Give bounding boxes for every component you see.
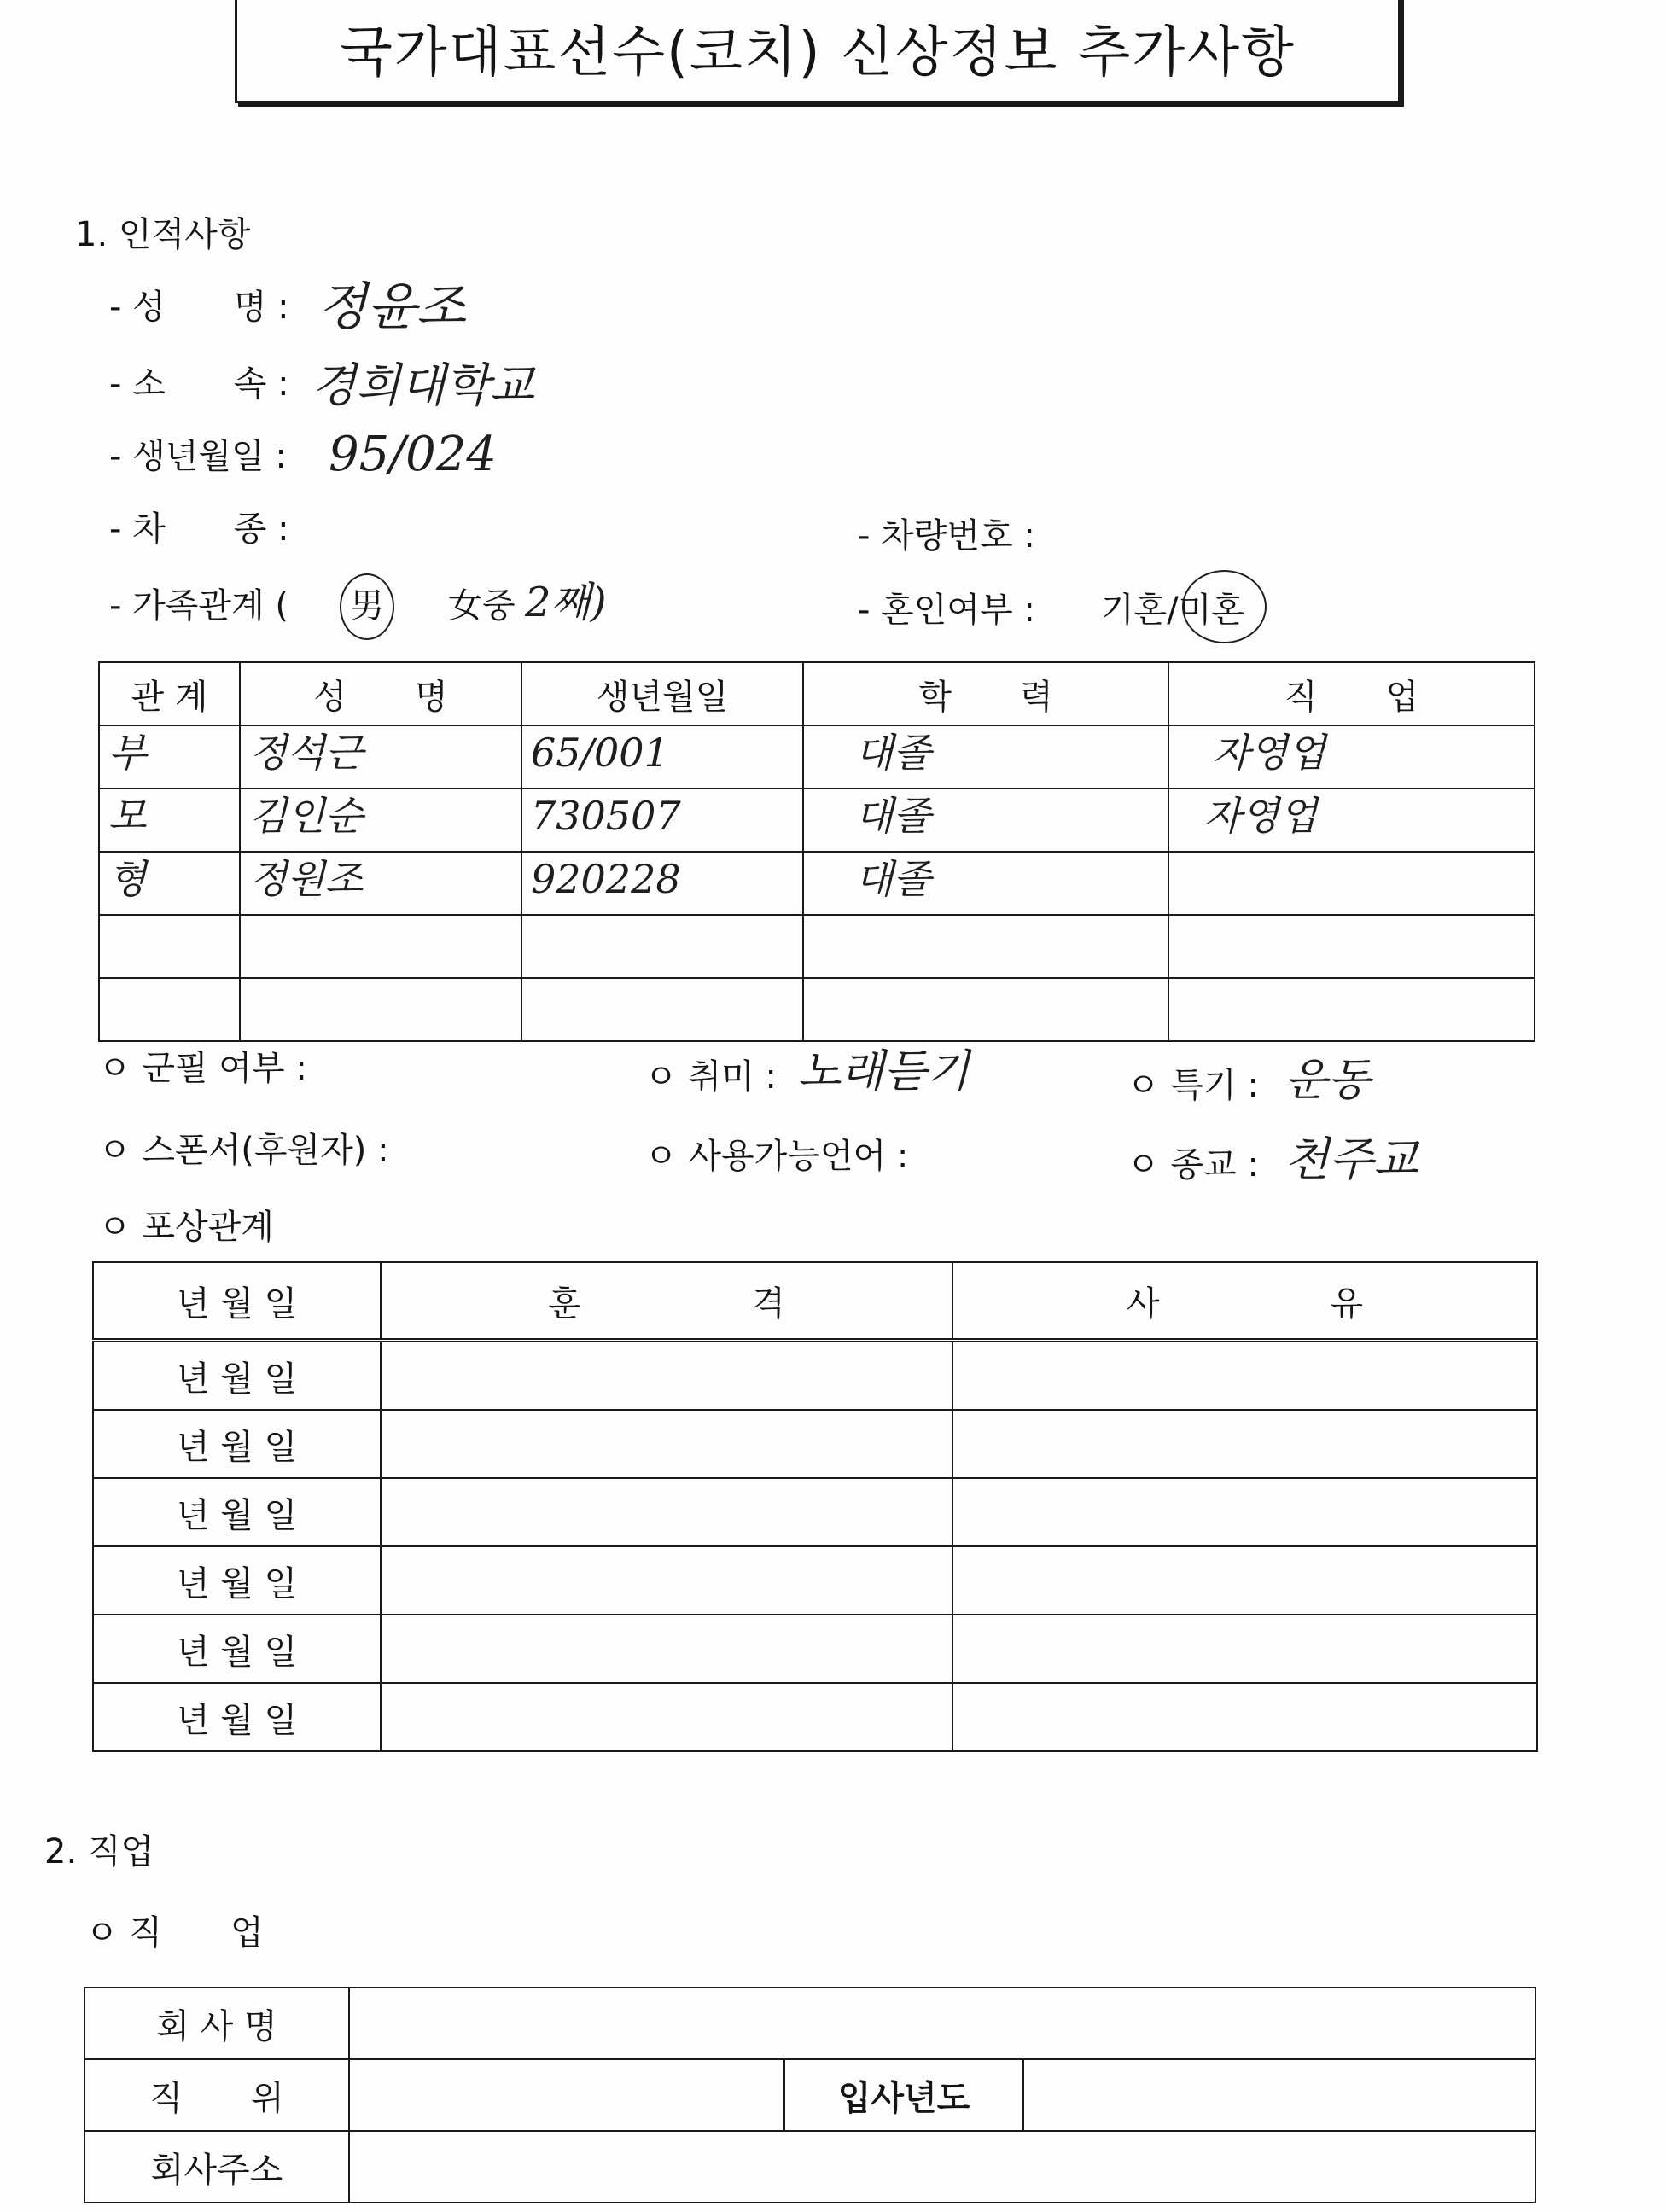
family-header-relation: 관 계 <box>99 662 240 725</box>
family-cell <box>240 852 521 915</box>
sponsor-label: ㅇ 스폰서(후원자) : <box>98 1131 389 1170</box>
family-header-occupation: 직 업 <box>1168 662 1535 725</box>
company-address-value <box>349 2131 1535 2203</box>
religion-label: ㅇ 종교 : <box>1127 1145 1259 1185</box>
family-cell <box>1168 789 1535 852</box>
family-cell <box>240 725 521 789</box>
family-row <box>99 789 1535 852</box>
awards-decoration-cell <box>381 1615 952 1683</box>
religion-value: 천주교 <box>1284 1132 1418 1186</box>
awards-decoration-cell <box>381 1546 952 1615</box>
awards-row <box>93 1683 1537 1751</box>
position-label: 직 위 <box>84 2059 349 2131</box>
family-table <box>98 661 1535 1042</box>
family-cell <box>99 789 240 852</box>
family-cell <box>240 789 521 852</box>
awards-reason-cell <box>952 1478 1537 1546</box>
name-label: - 성 명 : <box>109 288 289 327</box>
family-female-mid: 女중 <box>448 586 516 626</box>
birth-label: - 생년월일 : <box>109 437 287 476</box>
family-cell <box>99 915 240 978</box>
position-value <box>349 2059 784 2131</box>
family-row <box>99 852 1535 915</box>
marriage-value: 기혼/미혼 <box>1101 591 1245 630</box>
awards-date-cell: 년 월 일 <box>93 1341 381 1411</box>
awards-decoration-cell <box>381 1478 952 1546</box>
family-relation: 형 <box>108 856 147 902</box>
awards-decoration-cell <box>381 1410 952 1478</box>
awards-heading: ㅇ 포상관계 <box>98 1208 274 1247</box>
languages-label: ㅇ 사용가능언어 : <box>644 1137 909 1176</box>
awards-reason-cell <box>952 1341 1537 1411</box>
join-year-value <box>1023 2059 1535 2131</box>
marriage-label: - 혼인여부 : <box>858 591 1035 630</box>
family-male: 男 <box>350 586 384 626</box>
family-cell <box>521 915 803 978</box>
family-header-birth: 생년월일 <box>521 662 803 725</box>
family-education: 대졸 <box>855 856 931 902</box>
male-circle-mark <box>340 573 394 640</box>
section2-heading: 2. 직업 <box>44 1832 154 1871</box>
family-name: 김인순 <box>249 793 364 839</box>
join-year-label: 입사년도 <box>784 2059 1023 2131</box>
family-cell <box>1168 852 1535 915</box>
family-cell <box>1168 978 1535 1041</box>
awards-reason-cell <box>952 1615 1537 1683</box>
family-label: - 가족관계 ( <box>109 586 289 626</box>
family-occupation: 자영업 <box>1212 730 1326 776</box>
family-cell <box>803 725 1168 789</box>
awards-decoration-cell <box>381 1683 952 1751</box>
awards-row <box>93 1341 1537 1411</box>
family-cell <box>1168 725 1535 789</box>
family-cell <box>521 725 803 789</box>
family-row <box>99 978 1535 1041</box>
document-title-box <box>235 0 1401 103</box>
awards-reason-cell <box>952 1683 1537 1751</box>
company-address-label: 회사주소 <box>84 2131 349 2203</box>
family-row <box>99 725 1535 789</box>
job-table <box>84 1987 1536 2203</box>
name-value: 정윤조 <box>317 277 466 337</box>
military-label: ㅇ 군필 여부 : <box>98 1049 307 1088</box>
family-birth: 65/001 <box>531 730 669 776</box>
awards-row <box>93 1478 1537 1546</box>
family-header-name: 성 명 <box>240 662 521 725</box>
awards-header-reason: 사 유 <box>952 1262 1537 1341</box>
awards-date-cell: 년 월 일 <box>93 1683 381 1751</box>
family-cell <box>1168 915 1535 978</box>
awards-header-date: 년 월 일 <box>93 1262 381 1341</box>
family-cell <box>99 852 240 915</box>
family-cell <box>99 725 240 789</box>
company-name-label: 회 사 명 <box>84 1988 349 2059</box>
unmarried-circle-mark <box>1182 570 1267 643</box>
company-name-value <box>349 1988 1535 2059</box>
hobby-value: 노래듣기 <box>798 1046 970 1097</box>
section1-heading: 1. 인적사항 <box>75 215 251 254</box>
awards-date-cell: 년 월 일 <box>93 1546 381 1615</box>
family-cell <box>803 789 1168 852</box>
document-title: 국가대표선수(코치) 신상정보 추가사항 <box>340 20 1296 84</box>
specialty-label: ㅇ 특기 : <box>1127 1066 1259 1105</box>
family-cell <box>240 978 521 1041</box>
family-order: 2째) <box>525 579 607 626</box>
awards-table <box>92 1261 1538 1752</box>
family-cell <box>521 789 803 852</box>
awards-row <box>93 1615 1537 1683</box>
car-number-label: - 차량번호 : <box>858 516 1035 556</box>
family-cell <box>240 915 521 978</box>
awards-row <box>93 1410 1537 1478</box>
family-birth: 730507 <box>531 793 681 839</box>
family-occupation: 자영업 <box>1203 793 1318 839</box>
affiliation-value: 경희대학교 <box>312 358 534 412</box>
family-cell <box>803 852 1168 915</box>
job-subheading: ㅇ 직 업 <box>85 1913 264 1953</box>
family-row <box>99 915 1535 978</box>
family-name: 정석근 <box>249 730 364 776</box>
awards-row <box>93 1546 1537 1615</box>
awards-reason-cell <box>952 1410 1537 1478</box>
family-relation: 모 <box>108 793 147 839</box>
family-birth: 920228 <box>531 856 681 902</box>
awards-date-cell: 년 월 일 <box>93 1410 381 1478</box>
birth-value: 95/024 <box>329 427 498 482</box>
specialty-value: 운동 <box>1284 1055 1371 1106</box>
awards-date-cell: 년 월 일 <box>93 1478 381 1546</box>
family-relation: 부 <box>108 730 147 776</box>
family-cell <box>803 915 1168 978</box>
awards-decoration-cell <box>381 1341 952 1411</box>
awards-header-decoration: 훈 격 <box>381 1262 952 1341</box>
family-name: 정원조 <box>249 856 364 902</box>
family-education: 대졸 <box>855 793 931 839</box>
family-cell <box>803 978 1168 1041</box>
family-education: 대졸 <box>855 730 931 776</box>
awards-date-cell: 년 월 일 <box>93 1615 381 1683</box>
affiliation-label: - 소 속 : <box>109 364 289 404</box>
hobby-label: ㅇ 취미 : <box>644 1057 777 1097</box>
family-cell <box>521 978 803 1041</box>
car-type-label: - 차 종 : <box>109 509 289 549</box>
family-header-education: 학 력 <box>803 662 1168 725</box>
family-cell <box>521 852 803 915</box>
awards-reason-cell <box>952 1546 1537 1615</box>
family-cell <box>99 978 240 1041</box>
